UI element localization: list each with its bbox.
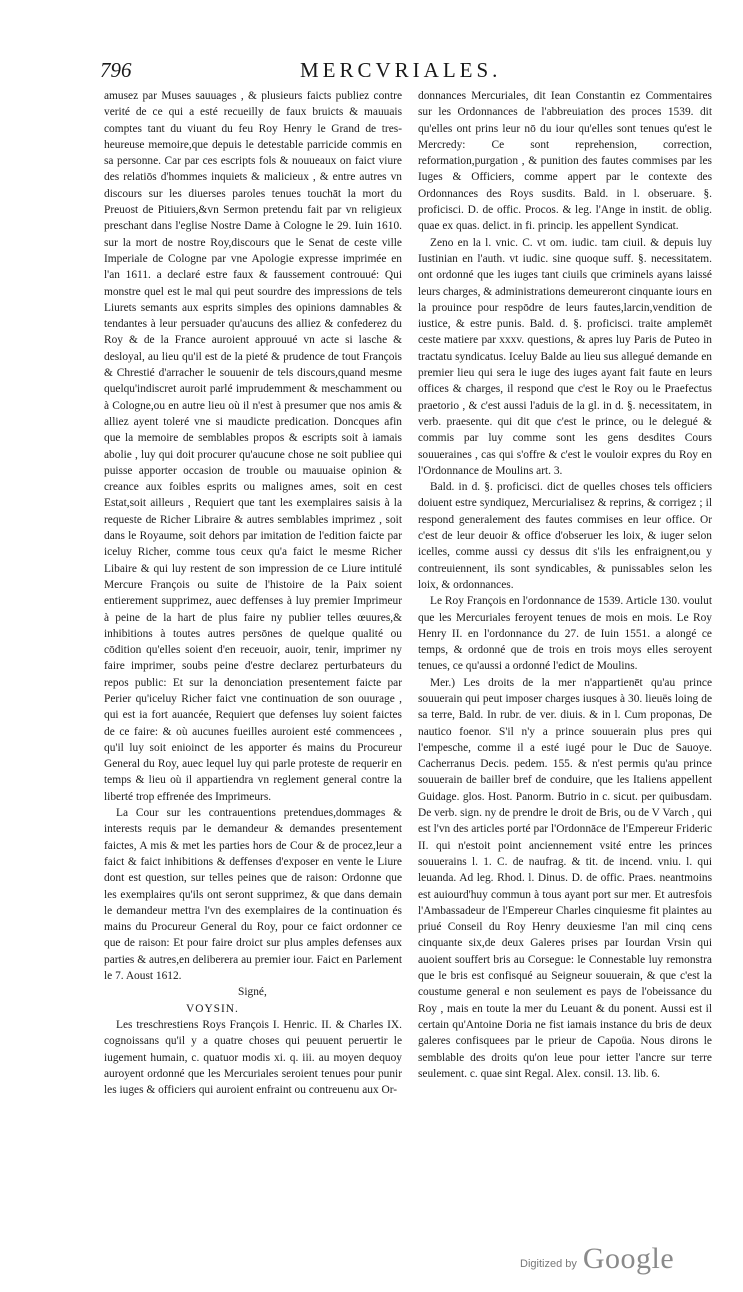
right-paragraph-5: Mer.) Les droits de la mer n'appartienēt qu'au prince souuerain qui peut imposer charges iusques à 30. lieuës loing de sa terre, Bald. In rubr. de ver. diuis. & in l. Cum proponas, De nautico foenor. S'il n'y a prince souuerain plus pres qui l'empesche, comme il a esté iugé pour le Duc de Sauoye. Cacherranus Decis. pedem. 155. & n'est permis qu'au prince souuerain de bailler bref de conduire, que les Italiens appellent Guidage. glos. Host. Panorm. Butrio in c. sicut. per quibusdam. De verb. sign. ny de prendre le droit de Bris, ou de V Varch , qui est l'vn des articles porté par l'Ordonnāce de l'Empereur Frideric II. qui n'estoit point anciennement vsité entre les princes souuerains l. 1. C. de naufrag. & tit. de incend. vniu. l. qui leuanda. Ad leg. Rhod. l. Dinus. D. de offic. Praes. neantmoins est auiourd'huy commun à tous ayant port sur mer. Et autresfois l'Ambassadeur de l'Empereur Charles cinquiesme fit plaintes au priué Conseil du Roy Henry deuxiesme l'an mil cinq cens cinquante six,de deux Galeres prises par Iourdan Vrsin qui auoient souffert bris au Corsegue: le Connestable luy remonstra que le bris est confisqué au Seigneur souuerain, & que c'est la coustume general e non seulement es pays de l'obeissance du Roy , mais en toute la mer du Leuant & du ponent. Aussi est il certain qu'Antoine Doria ne fist iamais instance du bris de deux galeres confisquees par le prieur de Capoüa. Nous dirons le semblable des droits qu'on leue pour ietter l'ancre sur terre seulement. c. quae sint Regal. Alex. consil. 13. lib. 6. <box>418 676 712 1080</box>
signature-line <box>104 984 402 1017</box>
right-paragraph-4: Le Roy François en l'ordonnance de 1539. Article 130. voulut que les Mercuriales feroyent tenues de mois en mois. Le Roy Henry II. en l'ordonnance du 27. de Iuin 1551. a alongé ce temps, & ordonné que de trois en trois moys elles seroyent tenues, ce qu'aussi a ordonné l'edict de Moulins. <box>418 595 712 673</box>
right-paragraph-1: donnances Mercuriales, dit Iean Constantin ez Commentaires sur les Ordonnances de l'abbreuiation des proces 1539. dit qu'elles ont prins leur nō du iour qu'elles sont tenues qu'est le Mercredy: Ce sont reprehension, correction, reformation,purgation , & punition des fautes commises par les Iuges & Officiers, comme appert par le contexte des Ordonnances des Roys susdits. Bald. in l. obseruare. §. proficisci. D. de offic. Procos. & leg. l'Ange in instit. de oblig. quae ex quas. delict. in fi. princip. les appellent Syndicat. <box>418 90 712 233</box>
left-paragraph-2: La Cour sur les contrauentions pretendues,dommages & interests requis par le demandeur & demandes presentement faictes, A mis & met les parties hors de Cour & de procez,leur a faict & faict inhibitions & deffenses d'exposer en vente le Liure dont est question, sur telles peines que de raison: Ordonne que les exemplaires qu'ils ont seront supprimez, & que dans demain le demandeur mettra l'vn des exemplaires de la continuation és mains du Procureur General du Roy, pour ce faict ordonner ce que de raison: Et pour faire droict sur plus amples defenses aux parties & autres,en deliberera au premier iour. Faict en Parlement le 7. Aoust 1612. <box>104 807 402 983</box>
left-paragraph-3: Les treschrestiens Roys François I. Henric. II. & Charles IX. cognoissans qu'il y a quatre choses qui peuuent peruertir le iugement humain, c. quatuor modis xi. q. iii. au moyen dequoy auroyent ordonné que les Mercuriales seroient tenues pour punir les iuges & officiers qui auroient enfraint ou contreuenu aux Or- <box>104 1018 402 1097</box>
page-header <box>100 58 710 92</box>
signature-label: Signé, <box>238 986 267 999</box>
google-logo: Google <box>582 1242 675 1275</box>
signature-name: VOYSIN. <box>186 1002 239 1015</box>
right-paragraph-3: Bald. in d. §. proficisci. dict de quelles choses tels officiers doiuent estre syndiquez, Mercurialisez & reprins, & corrigez ; il respond generalement des fautes commises en leur office. Or c'est de leur deuoir & office d'obseruer les loix, & iuger selon icelles, comme aussi cy dessus dit s'ils les enfraignent,ou y contreuiennent, ils sont syndicables, & punissables selon les loix, & ordonnances. <box>418 481 712 591</box>
right-paragraph-2: Zeno en la l. vnic. C. vt om. iudic. tam ciuil. & depuis luy Iustinian en l'auth. vt iudic. sine quoque suff. §. necessitatem. ont ordonné que les iuges tant ciuils que criminels ayans laissé leurs charges, & administrations demeureront cinquante iours en la prouince pour respōdre de leurs fautes,larcin,vendition de iustice, & estre punis. Bald. d. §. proficisci. traite amplemēt ceste matiere par xxxv. questions, & apres luy Paris de Puteo in tractatu syndicatus. Iceluy Balde au lieu sus allegué demande en premier lieu qui sera le iuge des iuges ayant fait faute en leurs offices & charges, il respond que c'est le Roy ou le Praefectus praetorio , & c'est aussi l'aduis de la gl. in d. §. necessitatem, in verb. praesente. qui dit que c'est le prince, ou le delegué & commis par luy comme sont les gens desdites Cours souueraines , cas qui s'offre & c'est le vouloir expres du Roy en l'Ordonnance de Moulins art. 3. <box>418 236 712 477</box>
page-number: 796 <box>100 58 132 82</box>
digitized-watermark <box>520 1236 674 1276</box>
right-column <box>418 88 712 1082</box>
left-paragraph-1: amusez par Muses sauuages , & plusieurs faicts publiez contre verité de ce qui a esté recueilly de faux bruicts & mauuais comptes tant du viuant du feu Roy Henry le Grand de tres-heureuse memoire,que depuis le detestable parricide commis en sa personne. Car par ces escripts fols & nouueaux on faict viure des relatiōs d'hommes inquiets & malicieux , & entre autres vn discours sur les diuerses paroles tenues touchāt la mort du Preuost de Pitiuiers,&vn Sermon pretendu fait par vn religieux preschant dans l'eglise Nostre Dame à Cologne le 29. Iuin 1610. sur la mort de nostre Roy,discours que le Senat de ceste ville Imperiale de Cologne par vne Apologie expresse imprimée en l'an 1611. a declaré estre faux & faussement controuué: Qui monstre quel est le mal qui peut sourdre des impressions de tels Liurets semants aux esprits simples des opinions damnables & tendantes à leur persuader qu'aucuns des alliez & confederez du Roy & de la France auroient approuué vn acte si lasche & desloyal, au lieu qu'il est de la pieté & prudence de tout François & Chrestié d'arracher le souuenir de tels discours,quand mesme quelqu'indiscret auroit parlé imprudemment & meschamment ou à Cologne,ou en autre lieu où il n'est à presumer que nos amis & alliez ayent toleré vne si maudicte predication. Doncques afin que la memoire de semblables propos & escripts soit à iamais abolie , luy qui doit procurer qu'aucune chose ne soit publiee qui puisse apporter occasion de trouble ou mauuaise opinion & creance aux foibles esprits ou malignes ames, soit en cest Estat,soit ailleurs , Requiert que tant les exemplaires saisis à la requeste de Richer Libraire & autres semblables imprimez , soit dans le Royaume, soit dehors par imitation de l'edition faicte par iceluy Richer, comme tous ceux qu'a faict le mesme Richer Libaire & qui luy restent de son impression de ce Liure intitulé Mercure François ou suite de l'histoire de la Paix soient entierement supprimez, auec deffenses à luy premier Imprimeur à peine de la hart de plus faire ny publier telles œuures,& inhibitions à toutes autres persōnes de quelque qualité ou cōdition qu'elles soient d'en receuoir, auoir, tenir, imprimer ny faire imprimer, soubs peine d'estre declarez perturbateurs du repos public: Et sur la denonciation presentement faicte par Perier qu'iceluy Richer faict vne continuation de son ouurage , qui est ia fort auancée, Requiert que defenses luy soient faictes de ce faire: & où aucunes fueilles auroient esté commencees , qu'il luy soit enioinct de les apporter és mains du Procureur General du Roy, auec lequel luy qui parle proteste de requerir en temps & lieu où il appartiendra vn reglement general contre la liberté trop effrenée des Imprimeurs. <box>104 90 402 803</box>
left-column <box>104 88 402 1098</box>
running-title: MERCVRIALES. <box>300 58 502 82</box>
digitized-by-text: Digitized by <box>520 1258 577 1270</box>
